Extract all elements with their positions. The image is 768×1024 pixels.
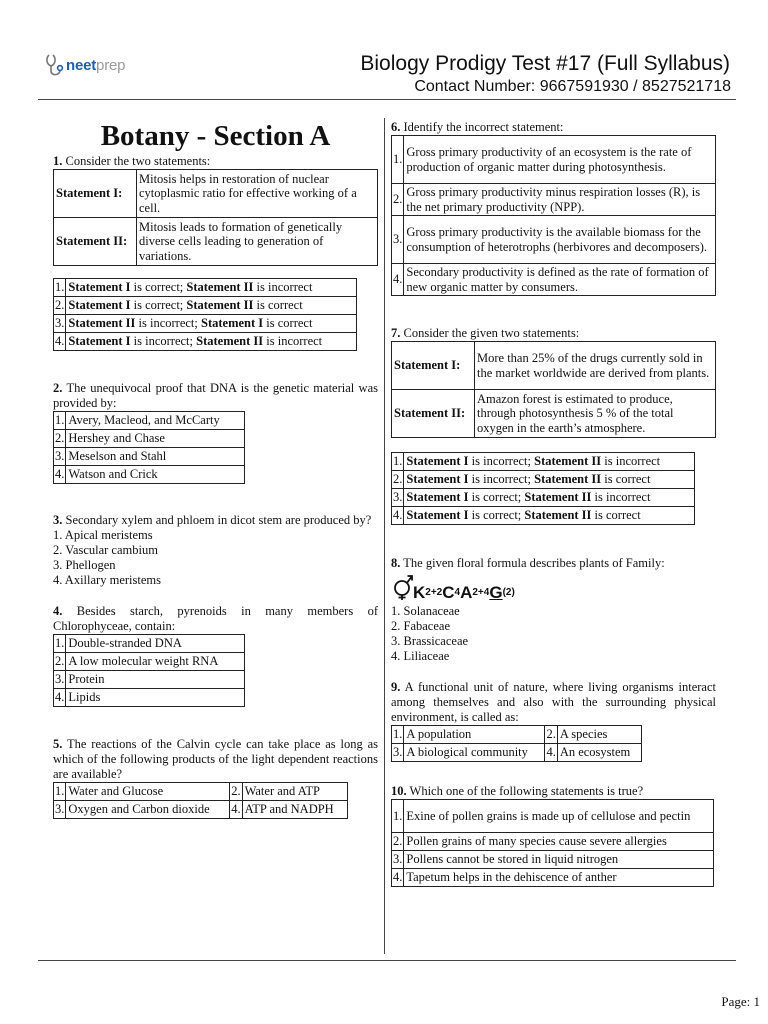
logo-text: neetprep xyxy=(66,56,126,74)
option-row[interactable] xyxy=(54,333,357,351)
question-4 xyxy=(53,604,378,707)
option-number: 2. xyxy=(54,297,66,315)
option-row[interactable] xyxy=(54,297,357,315)
option-text: Lipids xyxy=(66,689,245,707)
test-title: Biology Prodigy Test #17 (Full Syllabus) xyxy=(360,52,730,75)
question-text: The reactions of the Calvin cycle can take place as long as which of the following products of the light dependent reactions are available? xyxy=(53,737,378,781)
option-text: Gross primary productivity is the available biomass for the consumption of heterotrophs (herbivores and decomposers). xyxy=(404,216,716,264)
question-text: Identify the incorrect statement: xyxy=(403,120,564,134)
option-text: Protein xyxy=(66,671,245,689)
option-number: 2. xyxy=(545,726,557,744)
option-number: 4. xyxy=(392,264,404,296)
option-number: 1. xyxy=(54,279,66,297)
formula-androecium-count: 2+4 xyxy=(472,587,490,598)
option-item[interactable]: 4. Axillary meristems xyxy=(53,573,161,587)
section-title: Botany - Section A xyxy=(100,120,331,152)
option-item[interactable]: 3. Phellogen xyxy=(53,558,116,572)
option-text: Gross primary productivity minus respiration losses (R), is the net primary productivity (NPP). xyxy=(404,184,716,216)
option-number: 1. xyxy=(392,136,404,184)
option-item[interactable]: 4. Liliaceae xyxy=(391,649,450,663)
question-1 xyxy=(53,154,378,351)
option-row[interactable] xyxy=(392,726,642,744)
option-number: 4. xyxy=(54,333,66,351)
question-2 xyxy=(53,381,378,484)
options-table xyxy=(391,725,642,762)
question-text: Besides starch, pyrenoids in many members of Chlorophyceae, contain: xyxy=(53,604,378,633)
left-column xyxy=(53,118,378,819)
question-number: 10. xyxy=(391,784,407,798)
option-row[interactable] xyxy=(54,430,245,448)
formula-corolla: C xyxy=(442,583,455,602)
option-number: 1. xyxy=(392,800,404,833)
option-text: Oxygen and Carbon dioxide xyxy=(66,801,230,819)
question-text: Consider the two statements: xyxy=(65,154,211,168)
question-number: 9. xyxy=(391,680,401,694)
options-table xyxy=(53,634,245,707)
option-number: 4. xyxy=(545,744,557,762)
option-text: Statement I is incorrect; Statement II is incorrect xyxy=(66,333,357,351)
option-row[interactable] xyxy=(392,489,695,507)
question-number: 5. xyxy=(53,737,63,751)
option-number: 4. xyxy=(230,801,242,819)
question-text: Secondary xylem and phloem in dicot stem are produced by? xyxy=(65,513,372,527)
question-text: A functional unit of nature, where living organisms interact among themselves and also with the surrounding physical environment, is called as: xyxy=(391,680,716,724)
options-table xyxy=(53,782,348,819)
formula-calyx: K xyxy=(413,583,426,602)
option-text: Double-stranded DNA xyxy=(66,635,245,653)
question-8 xyxy=(391,556,716,664)
question-number: 6. xyxy=(391,120,401,134)
option-item[interactable]: 1. Solanaceae xyxy=(391,604,460,618)
option-number: 3. xyxy=(392,744,404,762)
option-row[interactable] xyxy=(54,279,357,297)
statement-text: Mitosis helps in restoration of nuclear cytoplasmic ratio for effective working of a cell. xyxy=(137,170,378,218)
statement-label: Statement I: xyxy=(54,170,137,218)
option-text: Statement II is incorrect; Statement I is correct xyxy=(66,315,357,333)
option-text: Pollen grains of many species cause severe allergies xyxy=(404,833,714,851)
option-number: 3. xyxy=(54,315,66,333)
contact-number: Contact Number: 9667591930 / 8527521718 xyxy=(414,78,731,95)
option-row[interactable] xyxy=(54,315,357,333)
question-text: The given floral formula describes plants of Family: xyxy=(403,556,665,570)
option-row[interactable] xyxy=(392,869,714,887)
option-row[interactable] xyxy=(392,264,716,296)
option-number: 3. xyxy=(392,851,404,869)
page-number: Page: 1 xyxy=(721,994,760,1009)
floral-formula xyxy=(391,574,716,600)
question-5 xyxy=(53,737,378,819)
statement-label: Statement II: xyxy=(392,390,475,438)
option-number: 1. xyxy=(392,453,404,471)
statement-label: Statement I: xyxy=(392,342,475,390)
option-number: 1. xyxy=(54,412,66,430)
option-number: 2. xyxy=(392,184,404,216)
option-number: 2. xyxy=(54,430,66,448)
option-number: 3. xyxy=(54,448,66,466)
option-number: 1. xyxy=(54,783,66,801)
option-text: Water and ATP xyxy=(242,783,347,801)
option-text: Statement I is incorrect; Statement II is incorrect xyxy=(404,453,695,471)
option-text: Secondary productivity is defined as the rate of formation of new organic matter by consumers. xyxy=(404,264,716,296)
option-text: Gross primary productivity of an ecosystem is the rate of production of organic matter during photosynthesis. xyxy=(404,136,716,184)
question-7 xyxy=(391,326,716,525)
right-column xyxy=(391,118,716,887)
option-number: 3. xyxy=(392,216,404,264)
option-number: 4. xyxy=(392,507,404,525)
option-item[interactable]: 2. Vascular cambium xyxy=(53,543,158,557)
formula-gynoecium: G xyxy=(489,583,503,602)
question-number: 8. xyxy=(391,556,401,570)
option-number: 2. xyxy=(392,833,404,851)
option-number: 3. xyxy=(54,801,66,819)
option-number: 1. xyxy=(54,635,66,653)
formula-calyx-count: 2+2 xyxy=(425,587,443,598)
option-row[interactable] xyxy=(54,653,245,671)
neetprep-logo xyxy=(44,52,125,78)
statement-text: More than 25% of the drugs currently sold in the market worldwide are derived from plants. xyxy=(475,342,716,390)
question-text: Which one of the following statements is true? xyxy=(409,784,644,798)
option-text: A low molecular weight RNA xyxy=(66,653,245,671)
statements-table xyxy=(391,341,716,438)
statement-text: Mitosis leads to formation of genetically diverse cells leading to generation of variations. xyxy=(137,218,378,266)
option-item[interactable]: 3. Brassicaceae xyxy=(391,634,469,648)
option-row[interactable] xyxy=(392,471,695,489)
option-row[interactable] xyxy=(54,671,245,689)
option-text: An ecosystem xyxy=(557,744,641,762)
option-text: Exine of pollen grains is made up of cellulose and pectin xyxy=(404,800,714,833)
option-text: Tapetum helps in the dehiscence of anther xyxy=(404,869,714,887)
question-number: 4. xyxy=(53,604,63,618)
option-text: A biological community xyxy=(404,744,545,762)
option-text: Pollens cannot be stored in liquid nitrogen xyxy=(404,851,714,869)
formula-corolla-count: 4 xyxy=(454,587,461,598)
stethoscope-icon xyxy=(44,52,66,78)
question-text: Consider the given two statements: xyxy=(403,326,580,340)
option-row[interactable] xyxy=(392,453,695,471)
option-row[interactable] xyxy=(392,851,714,869)
question-number: 7. xyxy=(391,326,401,340)
question-number: 2. xyxy=(53,381,63,395)
option-number: 4. xyxy=(54,689,66,707)
option-row[interactable] xyxy=(54,689,245,707)
option-number: 1. xyxy=(392,726,404,744)
question-number: 3. xyxy=(53,513,63,527)
option-text: Water and Glucose xyxy=(66,783,230,801)
option-item[interactable]: 1. Apical meristems xyxy=(53,528,153,542)
option-row[interactable] xyxy=(54,466,245,484)
options-table xyxy=(391,135,716,296)
option-row[interactable] xyxy=(392,800,714,833)
option-text: Avery, Macleod, and McCarty xyxy=(66,412,245,430)
option-text: Statement I is correct; Statement II is incorrect xyxy=(404,489,695,507)
question-3 xyxy=(53,513,378,588)
statement-label: Statement II: xyxy=(54,218,137,266)
option-row[interactable] xyxy=(54,783,348,801)
options-table xyxy=(53,278,357,351)
option-text: Statement I is correct; Statement II is correct xyxy=(404,507,695,525)
option-text: Hershey and Chase xyxy=(66,430,245,448)
question-text: The unequivocal proof that DNA is the genetic material was provided by: xyxy=(53,381,378,410)
formula-gynoecium-count: (2) xyxy=(502,587,515,598)
option-text: Watson and Crick xyxy=(66,466,245,484)
bisexual-symbol-icon xyxy=(391,574,413,600)
footer-divider xyxy=(38,960,736,961)
option-number: 2. xyxy=(54,653,66,671)
option-number: 4. xyxy=(54,466,66,484)
option-row[interactable] xyxy=(392,833,714,851)
option-item[interactable]: 2. Fabaceae xyxy=(391,619,450,633)
question-10 xyxy=(391,784,716,887)
option-text: Statement I is correct; Statement II is correct xyxy=(66,297,357,315)
question-number: 1. xyxy=(53,154,63,168)
header-divider xyxy=(38,99,736,100)
question-9 xyxy=(391,680,716,762)
option-row[interactable] xyxy=(392,744,642,762)
option-row[interactable] xyxy=(54,448,245,466)
option-row[interactable] xyxy=(54,412,245,430)
option-text: Meselson and Stahl xyxy=(66,448,245,466)
options-table xyxy=(391,452,695,525)
question-6 xyxy=(391,120,716,296)
option-row[interactable] xyxy=(392,216,716,264)
option-number: 3. xyxy=(54,671,66,689)
option-number: 2. xyxy=(392,471,404,489)
option-row[interactable] xyxy=(54,801,348,819)
option-text: A species xyxy=(557,726,641,744)
option-text: Statement I is incorrect; Statement II is correct xyxy=(404,471,695,489)
option-number: 2. xyxy=(230,783,242,801)
column-divider xyxy=(384,118,385,954)
options-table xyxy=(53,411,245,484)
option-row[interactable] xyxy=(54,635,245,653)
option-number: 3. xyxy=(392,489,404,507)
statement-text: Amazon forest is estimated to produce, through photosynthesis 5 % of the total oxygen in the earth’s atmosphere. xyxy=(475,390,716,438)
options-table xyxy=(391,799,714,887)
option-number: 4. xyxy=(392,869,404,887)
option-row[interactable] xyxy=(392,136,716,184)
formula-androecium: A xyxy=(460,583,473,602)
option-row[interactable] xyxy=(392,184,716,216)
option-row[interactable] xyxy=(392,507,695,525)
statements-table xyxy=(53,169,378,266)
option-text: Statement I is correct; Statement II is incorrect xyxy=(66,279,357,297)
option-text: ATP and NADPH xyxy=(242,801,347,819)
option-text: A population xyxy=(404,726,545,744)
